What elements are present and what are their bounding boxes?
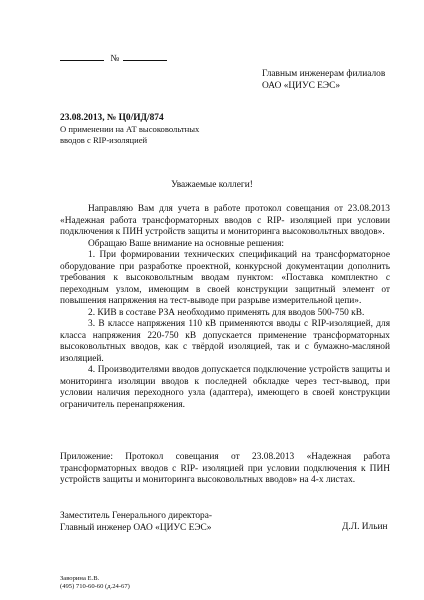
letter-body: [60, 204, 390, 411]
recipient-line1: Главным инженерам филиалов: [262, 69, 386, 79]
decision-item-text: В классе напряжения 110 кВ применяются вводы с RIP-изоляцией, для класса напряжения 220-750 кВ допускается применение трансформаторных высоковольтных вводов, как с твёрдой изоляцией, так и с бумажно-масляной изоляцией.: [60, 319, 391, 364]
decision-item: [60, 365, 390, 411]
signature-position-line2: Главный инженер ОАО «ЦИУС ЕЭС»: [60, 523, 212, 533]
number-blank: [123, 52, 167, 61]
signatory-name: Д.Л. Ильин: [342, 522, 388, 532]
decision-item-number: 2.: [88, 307, 96, 318]
recipient-line2: ОАО «ЦИУС ЕЭС»: [262, 81, 341, 91]
decision-item-number: 3.: [88, 319, 96, 329]
decision-item: [60, 308, 390, 320]
attention-paragraph: Обращаю Ваше внимание на основные решения:: [88, 238, 285, 249]
doc-number-date: 23.08.2013, № Ц0/ИД/874: [60, 113, 164, 123]
subject-line2: вводов с RIP-изоляцией: [60, 135, 148, 145]
signature-position-line1: Заместитель Генерального директора-: [60, 511, 212, 521]
doc-reference: [60, 113, 199, 146]
attachment-text: Приложение: Протокол совещания от 23.08.2013 «Надежная работа трансформаторных вводов с RIP- изоляцией при условии подключения к ПИН устройств защиты и мониторинга высоковольтных вводов» на 4-х листах.: [60, 452, 390, 485]
decision-item-text: КИВ в составе РЗА необходимо применять для вводов 500-750 кВ.: [97, 307, 365, 318]
decision-item: [60, 319, 390, 365]
decision-item-text: Производителями вводов допускается подключение устройств защиты и мониторинга изоляции вводов к последней обкладке через тест-вывод, при условии наличия переходного узла (адаптера), имеющего в своей конструкции ограничитель перенапряжения.: [60, 365, 390, 410]
registration-line: [60, 52, 167, 65]
decision-item: [60, 250, 390, 308]
executor-name: Заворина Е.В.: [60, 575, 100, 582]
signature-position: [60, 510, 212, 534]
date-blank: [60, 52, 104, 61]
decision-item-text: При формировании технических спецификаций на трансформаторное оборудование при разработке проектной, конкурсной документации дополнить требования к высоковольтным вводам пунктом: «Поставка комплектно с переходным узлом, имеющим в своей конструкции защитный элемент от повышения напряжения на тест-выводе при разрыве измерительной цепи».: [60, 250, 390, 306]
number-sign: №: [110, 54, 120, 64]
recipient-block: [262, 68, 385, 92]
greeting: Уважаемые коллеги!: [171, 180, 253, 190]
decision-item-number: 1.: [88, 250, 96, 260]
subject-line1: О применении на АТ высоковольтных: [60, 124, 200, 134]
attachment-paragraph: [60, 452, 390, 487]
decision-item-number: 4.: [88, 365, 96, 375]
executor-phone: (495) 710-60-60 (д.24-67): [60, 583, 130, 590]
intro-paragraph: Направляю Вам для учета в работе протокол совещания от 23.08.2013 «Надежная работа трансформаторных вводов с RIP- изоляцией при условии подключения к ПИН устройств защиты и мониторинга высоковольтных вводов».: [60, 204, 390, 237]
executor-block: [60, 575, 130, 591]
